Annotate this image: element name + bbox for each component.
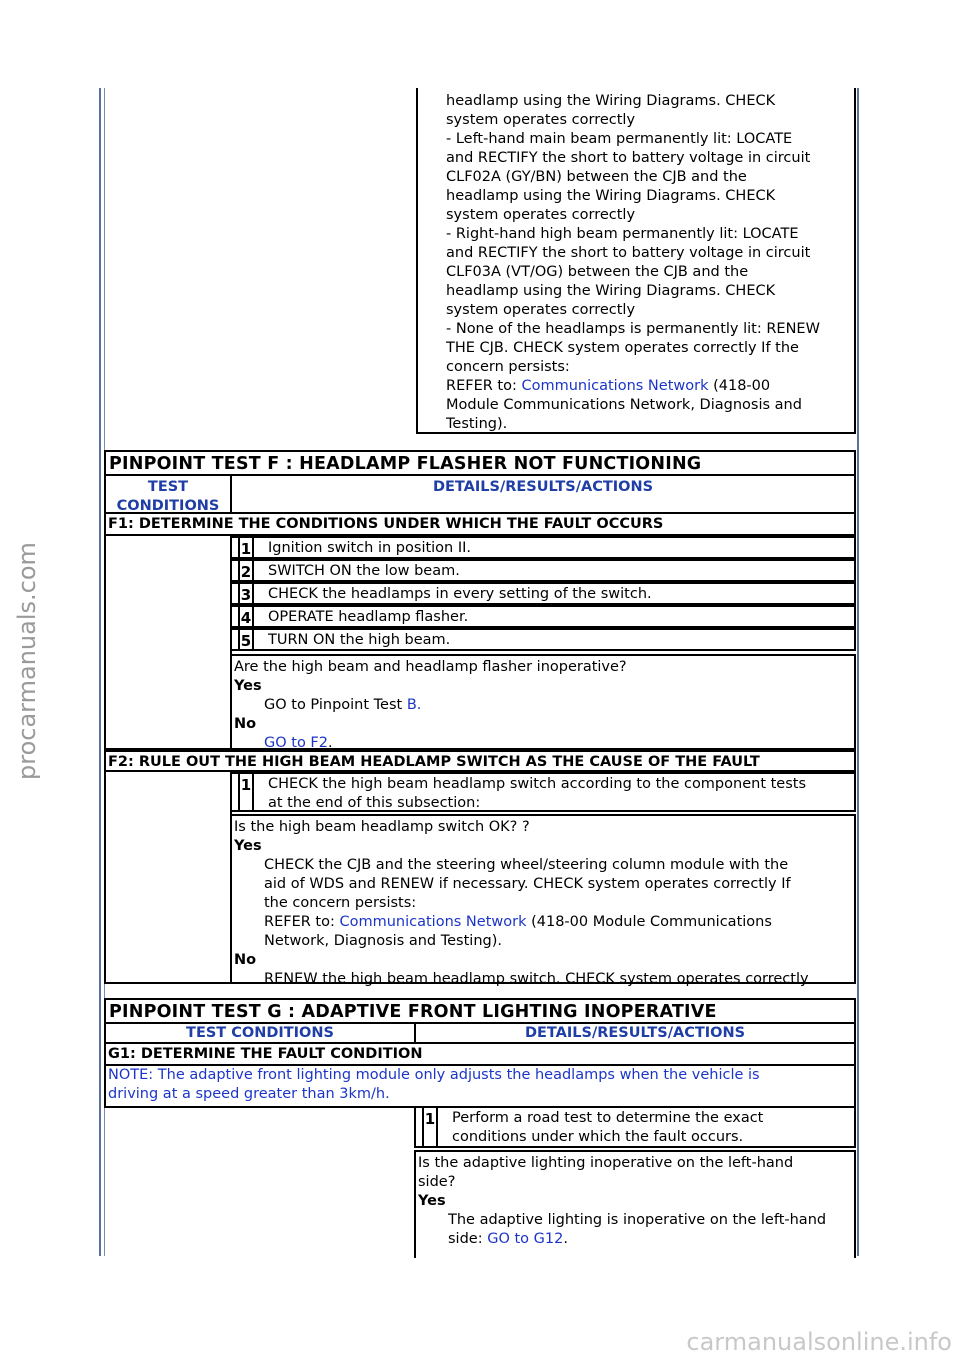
cont-line: and RECTIFY the short to battery voltage in circuit <box>446 245 811 261</box>
cont-line: - Left-hand main beam permanently lit: LOCATE <box>446 131 793 147</box>
communications-network-link[interactable]: Communications Network <box>339 914 527 930</box>
cont-line: headlamp using the Wiring Diagrams. CHECK <box>446 283 776 299</box>
step-text: SWITCH ON the low beam. <box>268 563 460 579</box>
go-to-test-b-link[interactable]: B. <box>406 697 422 713</box>
question: Is the high beam headlamp switch OK? ? <box>234 819 530 835</box>
step-text: CHECK the high beam headlamp switch according to the component tests at the end of this subsection: <box>268 776 807 811</box>
cont-line: concern persists: <box>446 359 570 375</box>
side-watermark: procarmanuals.com <box>13 542 41 780</box>
f1-step-4 <box>230 605 856 628</box>
test-conditions-header: TEST CONDITIONS <box>106 476 232 512</box>
f1-step-1 <box>230 536 856 559</box>
step-text: TURN ON the high beam. <box>268 632 451 648</box>
refer-line: Module Communications Network, Diagnosis and <box>446 397 802 413</box>
cont-line: system operates correctly <box>446 207 636 223</box>
f2-step-1 <box>230 772 856 812</box>
step-number: 3 <box>238 584 254 603</box>
yes-label: Yes <box>418 1193 446 1209</box>
cont-line: headlamp using the Wiring Diagrams. CHECK <box>446 188 776 204</box>
details-results-actions-header: DETAILS/RESULTS/ACTIONS <box>432 479 654 495</box>
right-margin-line <box>857 88 859 1256</box>
yes-label: Yes <box>234 678 262 694</box>
cont-line: THE CJB. CHECK system operates correctly If the <box>446 340 799 356</box>
g1-step-1 <box>414 1108 856 1148</box>
cont-line: - None of the headlamps is permanently lit: RENEW <box>446 321 820 337</box>
step-number: 2 <box>238 561 254 580</box>
left-margin-line <box>99 88 101 1256</box>
refer-line: REFER to: Communications Network (418-00 <box>446 378 771 394</box>
f2-question-block: Is the high beam headlamp switch OK? ? Yes CHECK the CJB and the steering wheel/steering column module with the aid of WDS and RENEW if necessary. CHECK system operates correctly If the concern persists: REFER to: Communications Network (418-00 Module Communications Network, Diagnosis and Testing). No RENEW the high beam headlamp switch. CHECK system operates correctly <box>230 814 856 984</box>
refer-line: Testing). <box>446 416 508 432</box>
cont-line: - Right-hand high beam permanently lit: LOCATE <box>446 226 799 242</box>
go-to-g12-link[interactable]: GO to G12 <box>487 1231 564 1247</box>
step-text: Perform a road test to determine the exact conditions under which the fault occurs. <box>452 1110 764 1145</box>
f1-step-3 <box>230 582 856 605</box>
step-number: 4 <box>238 607 254 626</box>
details-results-actions-header: DETAILS/RESULTS/ACTIONS <box>524 1025 746 1041</box>
f1-title: F1: DETERMINE THE CONDITIONS UNDER WHICH THE FAULT OCCURS <box>104 514 856 536</box>
f1-conditions-cell <box>104 534 232 750</box>
f1-step-5 <box>230 628 856 651</box>
step-number: 1 <box>238 538 254 557</box>
g1-question-block: Is the adaptive lighting inoperative on the left-hand side? Yes The adaptive lighting is inoperative on the left-hand side: GO to G12. <box>414 1150 856 1258</box>
step-number: 1 <box>422 1108 438 1146</box>
continued-cell <box>416 88 856 434</box>
cont-line: and RECTIFY the short to battery voltage in circuit <box>446 150 811 166</box>
test-g-title: PINPOINT TEST G : ADAPTIVE FRONT LIGHTING INOPERATIVE <box>104 998 856 1024</box>
yes-label: Yes <box>234 838 262 854</box>
no-label: No <box>234 952 257 968</box>
question: Are the high beam and headlamp flasher inoperative? <box>234 659 627 675</box>
test-f-header-row <box>104 474 856 514</box>
cont-line: CLF03A (VT/OG) between the CJB and the <box>446 264 749 280</box>
no-label: No <box>234 716 257 732</box>
bottom-watermark: carmanualsonline.info <box>686 1328 952 1356</box>
step-text: CHECK the headlamps in every setting of the switch. <box>268 586 652 602</box>
g1-title: G1: DETERMINE THE FAULT CONDITION <box>104 1044 856 1066</box>
cont-line: CLF02A (GY/BN) between the CJB and the <box>446 169 747 185</box>
cont-line: system operates correctly <box>446 302 636 318</box>
f1-step-2 <box>230 559 856 582</box>
go-to-f2-link[interactable]: GO to F2 <box>264 735 328 751</box>
f2-conditions-cell <box>104 770 232 984</box>
f2-title: F2: RULE OUT THE HIGH BEAM HEADLAMP SWITCH AS THE CAUSE OF THE FAULT <box>104 750 856 772</box>
step-text: OPERATE headlamp flasher. <box>268 609 469 625</box>
test-g-header-row <box>104 1022 856 1044</box>
g1-note: NOTE: The adaptive front lighting module only adjusts the headlamps when the vehicle is driving at a speed greater than 3km/h. <box>104 1064 856 1108</box>
step-number: 5 <box>238 630 254 649</box>
step-number: 1 <box>238 774 254 810</box>
test-conditions-header: TEST CONDITIONS <box>106 1024 416 1042</box>
f1-question-block: Are the high beam and headlamp flasher inoperative? Yes GO to Pinpoint Test B. No GO to F2. <box>230 654 856 750</box>
test-f-title: PINPOINT TEST F : HEADLAMP FLASHER NOT FUNCTIONING <box>104 450 856 476</box>
communications-network-link[interactable]: Communications Network <box>521 378 709 394</box>
cont-line: system operates correctly <box>446 112 636 128</box>
cont-line: headlamp using the Wiring Diagrams. CHECK <box>446 93 776 109</box>
question: Is the adaptive lighting inoperative on the left-hand <box>418 1155 794 1171</box>
step-text: Ignition switch in position II. <box>268 540 472 556</box>
